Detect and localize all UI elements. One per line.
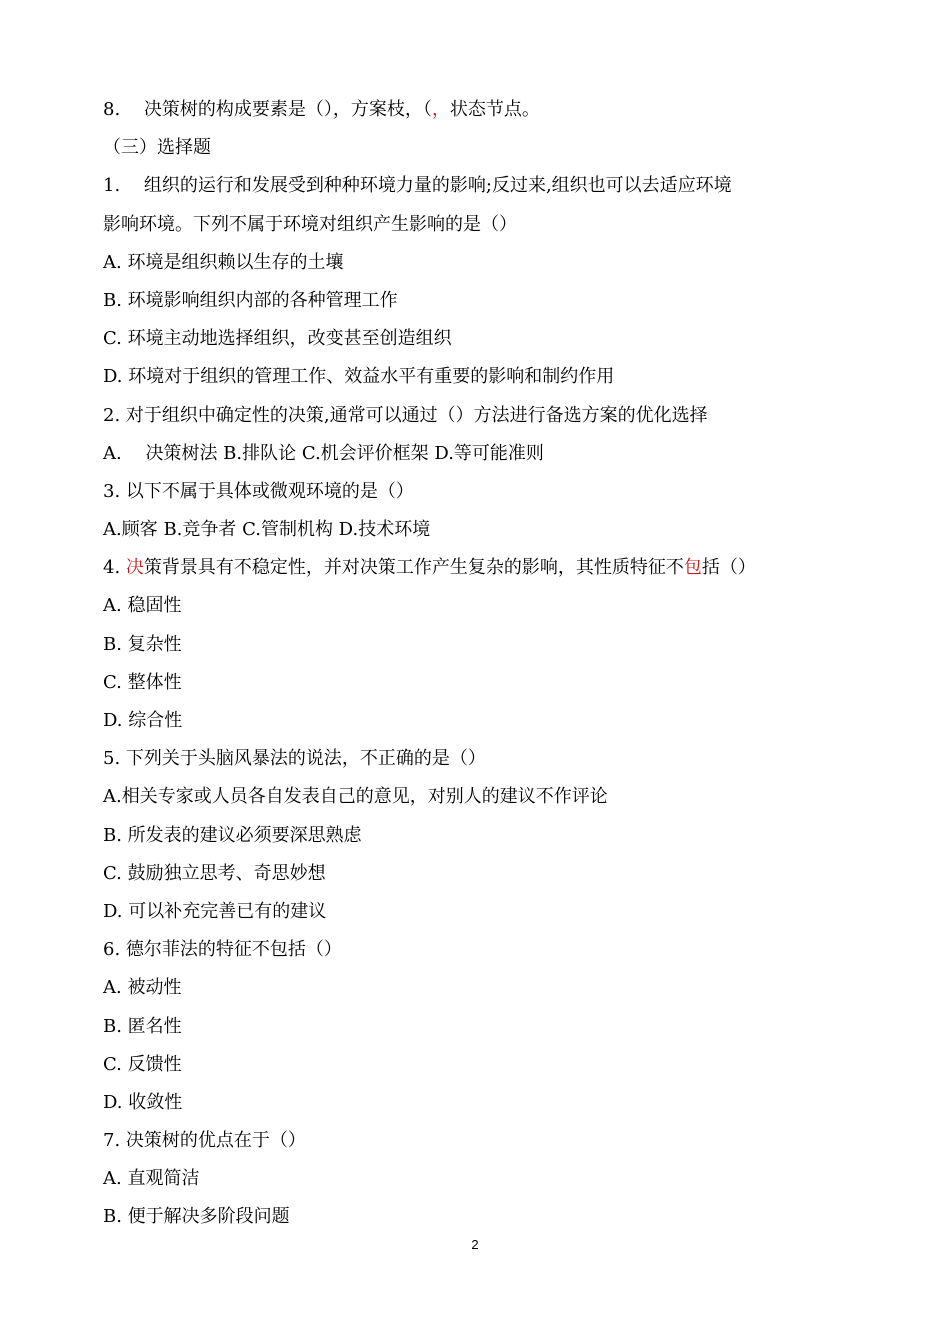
section-heading: （三）选择题 <box>103 137 211 159</box>
question-3-stem: 3. 以下不属于具体或微观环境的是（） <box>103 480 414 502</box>
question-6-stem: 6. 德尔菲法的特征不包括（） <box>103 939 342 961</box>
question-4-option-a: A. 稳固性 <box>103 595 182 617</box>
question-6-option-c: C. 反馈性 <box>103 1053 182 1075</box>
q4-red-char-2: 包 <box>683 557 702 579</box>
q4-mid: 策背景具有不稳定性，并对决策工作产生复杂的影响，其性质特征不 <box>143 557 684 579</box>
question-1-option-c: C. 环境主动地选择组织，改变甚至创造组织 <box>103 328 452 350</box>
question-1-stem-line-2: 影响环境。下列不属于环境对组织产生影响的是（） <box>103 213 517 235</box>
question-1-option-d: D. 环境对于组织的管理工作、效益水平有重要的影响和制约作用 <box>103 366 615 388</box>
q8-text-after: 状态节点。 <box>449 99 540 120</box>
document-body <box>103 93 823 1239</box>
question-7-option-b: B. 便于解决多阶段问题 <box>103 1206 290 1228</box>
question-5-option-c: C. 鼓励独立思考、奇思妙想 <box>103 862 326 884</box>
question-5-option-d: D. 可以补充完善已有的建议 <box>103 900 327 922</box>
q4-prefix: 4. <box>103 557 126 579</box>
question-1-option-b: B. 环境影响组织内部的各种管理工作 <box>103 289 398 311</box>
question-5-stem: 5. 下列关于头脑风暴法的说法，不正确的是（） <box>103 748 486 770</box>
question-5-option-a: A.相关专家或人员各自发表自己的意见，对别人的建议不作评论 <box>103 786 608 808</box>
question-2-options: A. 决策树法 B.排队论 C.机会评价框架 D.等可能准则 <box>103 442 544 464</box>
question-6-option-d: D. 收敛性 <box>103 1091 183 1113</box>
q8-red-mark: ， <box>431 99 450 120</box>
question-7-stem: 7. 决策树的优点在于（） <box>103 1130 306 1152</box>
q4-suffix: 括（） <box>701 557 756 579</box>
question-4-stem <box>103 551 823 589</box>
fill-question-8 <box>103 93 823 131</box>
q8-text-before: 8. 决策树的构成要素是（），方案枝，（ <box>103 99 432 120</box>
question-4-option-d: D. 综合性 <box>103 710 183 731</box>
page-number: 2 <box>471 1237 479 1252</box>
question-4-option-c: C. 整体性 <box>103 671 182 693</box>
question-6-option-b: B. 匿名性 <box>103 1015 182 1037</box>
question-6-option-a: A. 被动性 <box>103 977 182 999</box>
question-2-stem: 2. 对于组织中确定性的决策,通常可以通过（）方法进行备选方案的优化选择 <box>103 404 708 426</box>
q4-red-char-1: 决 <box>125 557 144 579</box>
question-7-option-a: A. 直观简洁 <box>103 1168 200 1190</box>
question-1-option-a: A. 环境是组织赖以生存的土壤 <box>103 251 344 273</box>
question-5-option-b: B. 所发表的建议必须要深思熟虑 <box>103 824 362 846</box>
question-3-options: A.顾客 B.竞争者 C.管制机构 D.技术环境 <box>103 519 431 541</box>
question-1-stem-line-1: 1. 组织的运行和发展受到种种环境力量的影响;反过来,组织也可以去适应环境 <box>103 175 732 197</box>
question-4-option-b: B. 复杂性 <box>103 633 182 655</box>
